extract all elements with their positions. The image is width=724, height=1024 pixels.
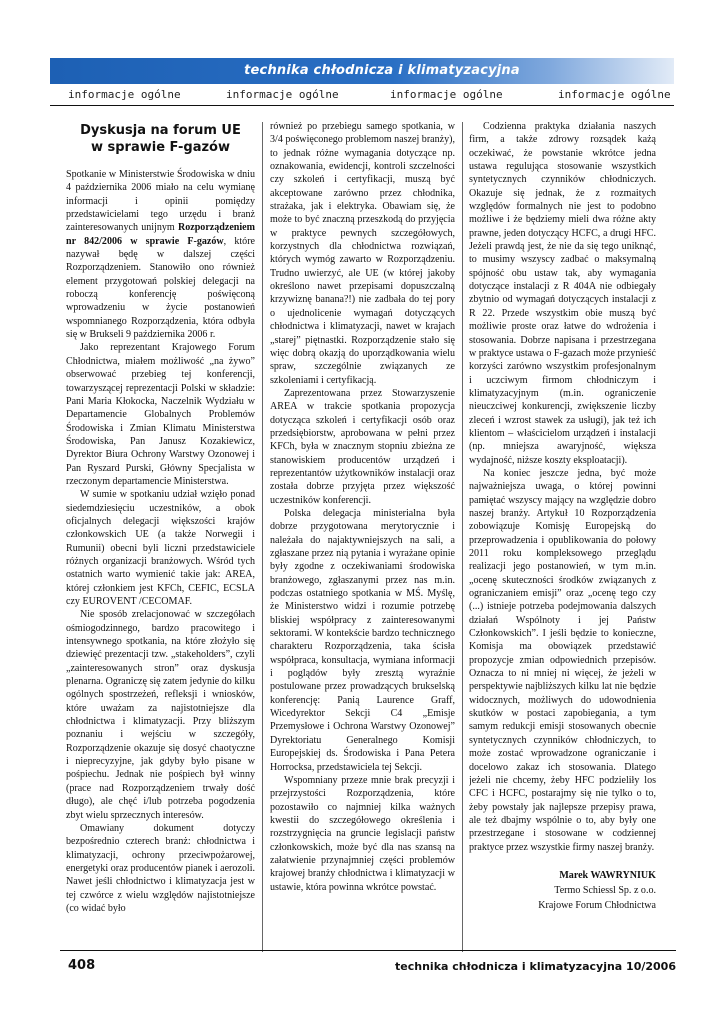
page-number: 408 — [68, 958, 96, 973]
column-separator — [262, 122, 263, 952]
paragraph: Polska delegacja ministerialna była dobrze przygotowana merytorycznie i należała do najaktywniejszych na sali, a zgłaszane przez nią pytania i wyrażane opinie były zgodne z oczekiwaniami środowiska branżowego, zgłaszanymi przez nas m.in. podczas ostatniego spotkania w MŚ. Myślę, że Ministerstwo widzi i rozumie potrzebę bliskiej współpracy z zainteresowanymi sektorami. W kontekście bardzo technicznego charakteru Rozporządzenia, taka ścisła współpraca, konsultacja, wymiana informacji i poglądów były zresztą wyraźnie postulowane przez prowadzących brukselską konferencję: Panią Laurence Graff, Wicedyrektor Sekcji C4 „Emisje Przemysłowe i Ochrona Warstwy Ozonowej” Dyrektoriatu Generalnego Komisji Europejskiej ds. Środowiska i Pana Petera Horrocksa, przedstawiciela tej Sekcji. — [270, 507, 455, 773]
paragraph-text: , które nazywał będę w dalszej części Rozporządzeniem. Stanowiło ono również element przygotowań polskiej delegacji na roboczą konferencję poświęconą wprowadzeniu w życie postanowień wspomnianego Rozporządzenia, która odbyła się w Brukseli 9 października 2006 r. — [66, 235, 255, 341]
author-name: Marek WAWRYNIUK — [559, 869, 656, 881]
paragraph: Codzienna praktyka działania naszych firm, a także zdrowy rozsądek każą oczekiwać, że powstanie wkrótce jedna ustawa regulująca stosowanie wszystkich syntetycznych czynników chłodniczych. Okazuje się jednak, że z rozmaitych względów formalnych nie jest to podobno możliwe i że będziemy mieli dwa różne akty prawne, jeden dotyczący HCFC, a drugi HFC. Jeżeli prawdą jest, że nie da się tego uniknąć, to musimy wszyscy zadbać o maksymalną spójność obu ustaw tak, aby wymagania dotyczące instalacji z R 404A nie odbiegały zbytnio od wymagań dotyczących instalacji z R 22. Przede wszystkim obie muszą być możliwie proste oraz łatwe do wdrożenia i stosowania. Dobrze napisana i przestrzegana w praktyce ustawa o F-gazach może przynieść korzyści zarówno wszystkim profesjonalnym i uczciwym firmom chłodniczym i klimatyzacyjnym (m.in. ograniczenie nieuczciwej konkurencji, zwiększenie liczby zleceń i wzrost stawek za usługi), jak też ich klientom – właścicielom urządzeń i instalacji (np. mniejsza awaryjność, większa wydajność, niższe koszty eksploatacji). — [469, 121, 656, 466]
column-1 — [66, 120, 255, 960]
paragraph: Nie sposób zrelacjonować w szczegółach ośmiogodzinnego, bardzo pracowitego i intensywnego spotkania, na które złożyło się dziewięć prezentacji tzw. „stakeholders”, czyli „zainteresowanych stron” oraz dyskusja plenarna. Ograniczę się zatem jedynie do kilku ogólnych spostrzeżeń, refleksji i wniosków, które uważam za najistotniejsze dla chłodnictwa i klimatyzacji. Przy bliższym poznaniu i wejściu w szczegóły, Rozporządzenie okazuje się dosyć chaotyczne i nieprecyzyjne, jak gdyby było pisane w pośpiechu. Jednak nie pośpiech był winny (prace nad Rozporządzeniem trwały dość długo), ale chęć i/lub potrzeba pogodzenia zbyt wielu sprzecznych interesów. — [66, 609, 255, 821]
section-label: informacje ogólne — [226, 88, 339, 101]
regulation-name: Rozporządzeniem nr 842/2006 w sprawie F-gazów — [66, 222, 255, 247]
paragraph: Jako reprezentant Krajowego Forum Chłodnictwa, miałem możliwość „na żywo” obserwować przebieg tej konferencji, towarzyszącej reprezentacji Polski w składzie: Pani Maria Kłokocka, Naczelnik Wydziału w Departamencie Globalnych Problemów Środowiska i Zmian Klimatu Ministerstwa Środowiska, Pan Janusz Kozakiewicz, Dyrektor Biura Ochrony Warstwy Ozonowej i Pan Ryszard Purski, Główny Specjalista w rzeczonym departamencie Ministerstwa. — [66, 342, 255, 487]
journal-title: technika chłodnicza i klimatyzacyjna 10/2006 — [395, 960, 676, 973]
paragraph-text: Spotkanie w Ministerstwie Środowiska w dniu 4 października 2006 miało na celu wymianę informacji i opinii pomiędzy przedstawicielami tego urzędu i branż zainteresowanych unijnym — [66, 169, 255, 234]
paragraph: Wspomniany przeze mnie brak precyzji i przejrzystości Rozporządzenia, które pozostawiło co najmniej kilka ważnych kwestii do szczegółowego określenia i rozstrzygnięcia na gruncie legislacji państw członkowskich, może być dla nas szansą na załatwienie przynajmniej części problemów krajowej branży chłodnictwa i klimatyzacji w ustawie, która powinna wkrótce powstać. — [270, 774, 455, 893]
header-banner — [50, 58, 674, 84]
author-company: Termo Schiessl Sp. z o.o. — [554, 884, 656, 896]
header-rule — [50, 105, 674, 106]
section-label: informacje ogólne — [68, 88, 181, 101]
paragraph: Na koniec jeszcze jedna, być może najważniejsza uwaga, o której powinni pamiętać wszyscy mający na względzie dobro naszej branży. Artykuł 10 Rozporządzenia zobowiązuje Komisję Europejską do przeprowadzenia i opublikowania do połowy 2011 roku kompleksowego przeglądu realizacji jego postanowień, w tym m.in. „ocenę skuteczności środków związanych z ograniczaniem emisji” oraz „ocenę tego czy (...) istnieje potrzeba podejmowania dalszych działań Wspólnoty i jej Państw Członkowskich”. I jeśli będzie to konieczne, Komisja ma obowiązek przedstawić propozycje zmian odpowiednich przepisów. Oznacza to ni mniej ni więcej, że jeżeli w perspektywie najbliższych kilku lat nie będzie widocznych, możliwych do udowodnienia skutków w postaci zapobiegania, a tym samym redukcji emisji stosowanych obecnie syntetycznych czynników chłodniczych, to może zostać wprowadzone ograniczanie i docelowo zakaz ich stosowania. Dlatego jeżeli nie chcemy, żeby HFC podzieliły los CFC i HCFC, postarajmy się nie tylko o to, żeby powstały jak najlepsze przepisy prawa, ale też dbajmy wspólnie o to, aby były one przestrzegane i stosowane w codziennej praktyce przez wszystkie firmy naszej branży. — [469, 467, 656, 853]
author-organization: Krajowe Forum Chłodnictwa — [538, 899, 656, 911]
article-title-line: Dyskusja na forum UE — [80, 123, 241, 138]
column-separator — [462, 122, 463, 952]
section-label: informacje ogólne — [558, 88, 671, 101]
article-title-line: w sprawie F-gazów — [90, 140, 231, 155]
article-title — [66, 122, 255, 156]
paragraph: Zaprezentowana przez Stowarzyszenie AREA w trakcie spotkania propozycja dotycząca szkoleń i certyfikacji osób oraz przedsiębiorstw, aprobowana w pełni przez KFCh, była w znacznym stopniu zbieżna ze stanowiskiem producentów urządzeń i reprezentantów użytkowników instalacji oraz została dobrze przyjęta przez większość uczestników konferencji. — [270, 387, 455, 506]
section-label-bar — [50, 86, 674, 104]
paragraph: W sumie w spotkaniu udział wzięło ponad siedemdziesięciu uczestników, a obok oficjalnych delegacji większości krajów członkowskich UE (a także Norwegii i Rumunii) obecni byli liczni przedstawiciele różnych organizacji branżowych. Wśród tych ostatnich warto wymienić takie jak: AREA, której członkiem jest KFCh, CEFIC, ECSLA czy EUROVENT /CECOMAF. — [66, 489, 255, 607]
paragraph — [66, 168, 255, 341]
footer-rule — [60, 950, 676, 951]
column-3 — [469, 120, 656, 950]
column-2 — [270, 120, 455, 950]
banner-title: technika chłodnicza i klimatyzacyjna — [244, 63, 520, 78]
section-label: informacje ogólne — [390, 88, 503, 101]
paragraph: Omawiany dokument dotyczy bezpośrednio czterech branż: chłodnictwa i klimatyzacji, ochrony przeciwpożarowej, energetyki oraz producentów pianek i aerozoli. Nawet jeśli chłodnictwo i klimatyzacja jest w tej czwórce z wielu względów najistotniejsze (co widać było — [66, 822, 255, 914]
signature-block — [469, 868, 656, 913]
paragraph: również po przebiegu samego spotkania, w 3/4 poświęconego problemom naszej branży), to jednak różne wymagania dotyczące np. oznakowania, ewidencji, kontroli szczelności czy szkoleń i certyfikacji, muszą być akceptowane zarówno przez chłodnika, strażaka, jak i elektryka. Obawiam się, że może to być znaczną przeszkodą do przyjęcia w praktyce pewnych szczegółowych, korzystnych dla chłodnictwa rozwiązań, których wymóg zawarto w Rozporządzeniu. Trudno uwierzyć, ale UE (w której jakoby określono nawet przepisami dopuszczalną krzywiznę banana?!) nie zadbała do tej pory o ujednolicenie wymagań dotyczących chłodnictwa i klimatyzacji, nawet w krajach „starej” piętnastki. Rozporządzenie stało się więc dobrą okazją do uporządkowania wielu spraw, szczególnie związanych ze szkoleniami i certyfikacją. — [270, 121, 455, 386]
